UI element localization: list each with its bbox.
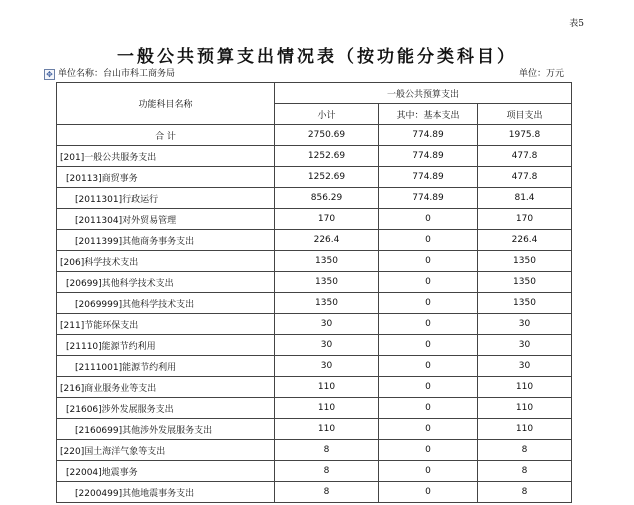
- table-row: [57, 188, 572, 209]
- header-basic: 其中：基本支出: [379, 104, 478, 125]
- row-name: [21606]涉外发展服务支出: [57, 398, 275, 419]
- table-row: [57, 398, 572, 419]
- row-name: [20699]其他科学技术支出: [57, 272, 275, 293]
- table-row: [57, 356, 572, 377]
- row-subtotal: 170: [275, 209, 379, 230]
- table-row: [57, 209, 572, 230]
- row-name: [216]商业服务业等支出: [57, 377, 275, 398]
- row-name: [2011304]对外贸易管理: [57, 209, 275, 230]
- row-basic: 0: [379, 251, 478, 272]
- table-row: [57, 419, 572, 440]
- row-name: [201]一般公共服务支出: [57, 146, 275, 167]
- table-row: [57, 335, 572, 356]
- row-subtotal: 1252.69: [275, 146, 379, 167]
- table-row: [57, 482, 572, 503]
- total-project: 1975.8: [478, 125, 572, 146]
- row-project: 1350: [478, 272, 572, 293]
- row-project: 110: [478, 377, 572, 398]
- unit-name-label: 单位名称：台山市科工商务局: [58, 69, 176, 79]
- row-name: [2011399]其他商务事务支出: [57, 230, 275, 251]
- total-subtotal: 2750.69: [275, 125, 379, 146]
- header-function-name: 功能科目名称: [57, 83, 275, 125]
- row-basic: 0: [379, 293, 478, 314]
- row-basic: 774.89: [379, 167, 478, 188]
- row-project: 81.4: [478, 188, 572, 209]
- row-project: 8: [478, 461, 572, 482]
- row-subtotal: 110: [275, 419, 379, 440]
- row-name: [206]科学技术支出: [57, 251, 275, 272]
- table-row: [57, 167, 572, 188]
- row-name: [2111001]能源节约利用: [57, 356, 275, 377]
- row-subtotal: 8: [275, 440, 379, 461]
- row-project: 1350: [478, 251, 572, 272]
- row-project: 8: [478, 440, 572, 461]
- table-row: [57, 314, 572, 335]
- row-basic: 0: [379, 419, 478, 440]
- table-row: [57, 146, 572, 167]
- row-subtotal: 8: [275, 461, 379, 482]
- row-subtotal: 226.4: [275, 230, 379, 251]
- table-header-row: [57, 83, 572, 104]
- header-project: 项目支出: [478, 104, 572, 125]
- row-subtotal: 1350: [275, 272, 379, 293]
- row-subtotal: 856.29: [275, 188, 379, 209]
- total-basic: 774.89: [379, 125, 478, 146]
- table-row: [57, 230, 572, 251]
- row-subtotal: 30: [275, 314, 379, 335]
- row-basic: 0: [379, 356, 478, 377]
- row-project: 477.8: [478, 167, 572, 188]
- table-row: [57, 251, 572, 272]
- row-basic: 0: [379, 314, 478, 335]
- row-name: [21110]能源节约利用: [57, 335, 275, 356]
- budget-table: [56, 82, 572, 503]
- row-basic: 0: [379, 377, 478, 398]
- row-project: 477.8: [478, 146, 572, 167]
- row-basic: 0: [379, 440, 478, 461]
- row-subtotal: 30: [275, 356, 379, 377]
- row-name: [211]节能环保支出: [57, 314, 275, 335]
- row-name: [2160699]其他涉外发展服务支出: [57, 419, 275, 440]
- row-project: 226.4: [478, 230, 572, 251]
- total-label: 合 计: [57, 125, 275, 146]
- row-basic: 774.89: [379, 146, 478, 167]
- row-basic: 0: [379, 461, 478, 482]
- row-basic: 0: [379, 272, 478, 293]
- row-basic: 774.89: [379, 188, 478, 209]
- row-basic: 0: [379, 398, 478, 419]
- row-name: [2069999]其他科学技术支出: [57, 293, 275, 314]
- table-move-handle-icon[interactable]: ✥: [44, 69, 55, 80]
- row-name: [20113]商贸事务: [57, 167, 275, 188]
- sheet-tag: 表5: [569, 19, 584, 29]
- currency-unit-label: 单位：万元: [518, 69, 564, 79]
- row-name: [2011301]行政运行: [57, 188, 275, 209]
- table-row: [57, 377, 572, 398]
- page-title: 一般公共预算支出情况表（按功能分类科目）: [117, 47, 517, 67]
- row-project: 110: [478, 398, 572, 419]
- row-project: 30: [478, 314, 572, 335]
- row-subtotal: 110: [275, 398, 379, 419]
- row-project: 110: [478, 419, 572, 440]
- row-subtotal: 110: [275, 377, 379, 398]
- table-row: [57, 461, 572, 482]
- row-subtotal: 1252.69: [275, 167, 379, 188]
- table-row: [57, 440, 572, 461]
- row-subtotal: 8: [275, 482, 379, 503]
- row-basic: 0: [379, 482, 478, 503]
- row-basic: 0: [379, 335, 478, 356]
- row-basic: 0: [379, 209, 478, 230]
- table-row: [57, 293, 572, 314]
- row-name: [220]国土海洋气象等支出: [57, 440, 275, 461]
- row-basic: 0: [379, 230, 478, 251]
- row-project: 170: [478, 209, 572, 230]
- row-name: [2200499]其他地震事务支出: [57, 482, 275, 503]
- row-project: 8: [478, 482, 572, 503]
- table-row: [57, 272, 572, 293]
- row-name: [22004]地震事务: [57, 461, 275, 482]
- row-subtotal: 30: [275, 335, 379, 356]
- row-project: 30: [478, 335, 572, 356]
- header-subtotal: 小计: [275, 104, 379, 125]
- total-row: [57, 125, 572, 146]
- row-subtotal: 1350: [275, 293, 379, 314]
- row-project: 30: [478, 356, 572, 377]
- header-budget-group: 一般公共预算支出: [275, 83, 572, 104]
- row-project: 1350: [478, 293, 572, 314]
- row-subtotal: 1350: [275, 251, 379, 272]
